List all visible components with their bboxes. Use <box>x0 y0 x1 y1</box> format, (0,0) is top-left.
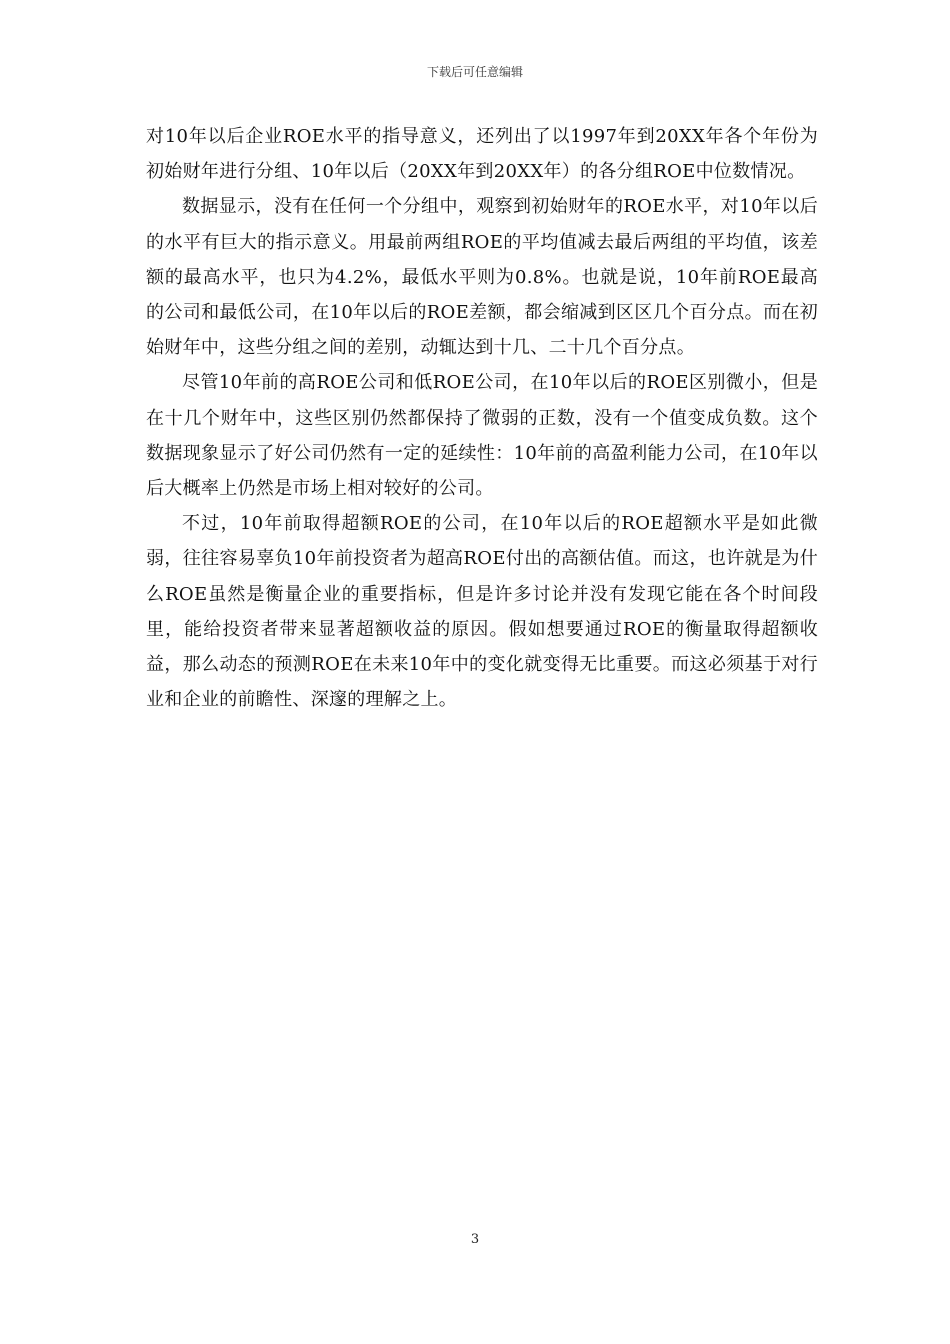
paragraph-data-finding: 数据显示，没有在任何一个分组中，观察到初始财年的ROE水平，对10年以后的水平有巨大的指示意义。用最前两组ROE的平均值减去最后两组的平均值，该差额的最高水平，也只为4.2%，最低水平则为0.8%。也就是说，10年前ROE最高的公司和最低公司，在10年以后的ROE差额，都会缩减到区区几个百分点。而在初始财年中，这些分组之间的差别，动辄达到十几、二十几个百分点。 <box>146 196 818 359</box>
document-body <box>146 119 818 717</box>
paragraph-persistence: 尽管10年前的高ROE公司和低ROE公司，在10年以后的ROE区别微小，但是在十几个财年中，这些区别仍然都保持了微弱的正数，没有一个值变成负数。这个数据现象显示了好公司仍然有一定的延续性：10年前的高盈利能力公司，在10年以后大概率上仍然是市场上相对较好的公司。 <box>146 372 818 500</box>
page-header: 下载后可任意编辑 <box>426 65 523 79</box>
page-number: 3 <box>470 1232 480 1247</box>
paragraph-conclusion: 不过，10年前取得超额ROE的公司，在10年以后的ROE超额水平是如此微弱，往往容易辜负10年前投资者为超高ROE付出的高额估值。而这，也许就是为什么ROE虽然是衡量企业的重要指标，但是许多讨论并没有发现它能在各个时间段里，能给投资者带来显著超额收益的原因。假如想要通过ROE的衡量取得超额收益，那么动态的预测ROE在未来10年中的变化就变得无比重要。而这必须基于对行业和企业的前瞻性、深邃的理解之上。 <box>146 513 818 711</box>
paragraph-continuation: 对10年以后企业ROE水平的指导意义，还列出了以1997年到20XX年各个年份为初始财年进行分组、10年以后（20XX年到20XX年）的各分组ROE中位数情况。 <box>146 126 818 183</box>
